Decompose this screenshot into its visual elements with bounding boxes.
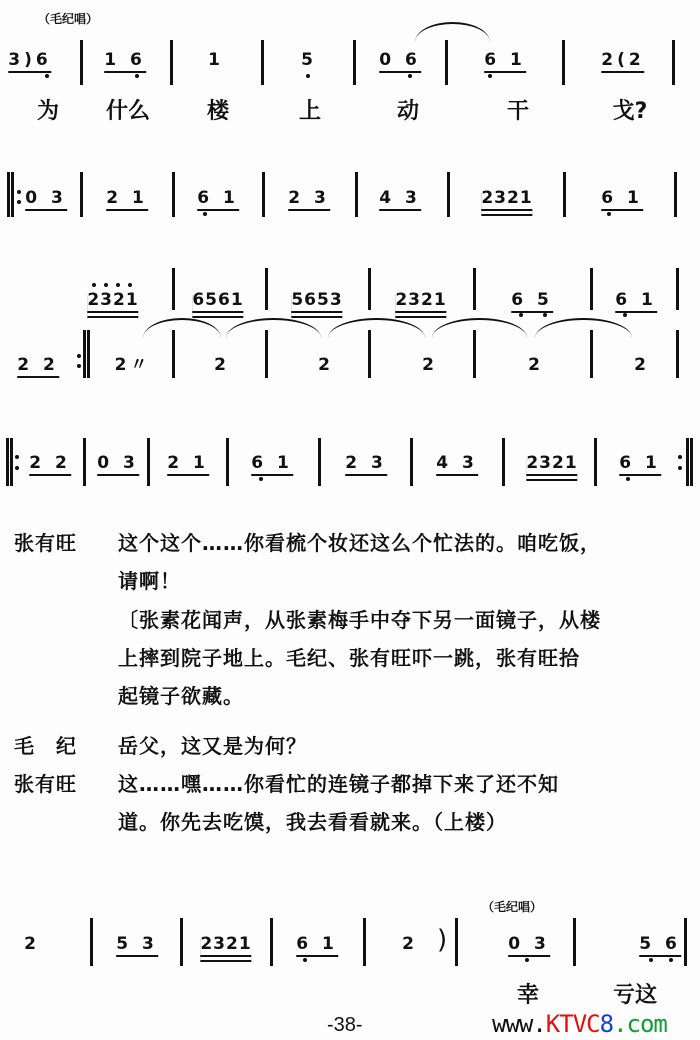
bar-line	[672, 40, 675, 85]
low-octave-dot	[607, 212, 611, 216]
bar-line	[684, 918, 687, 966]
note: 2	[318, 355, 334, 375]
note-group: 2 3	[288, 188, 330, 211]
bar-line	[265, 330, 268, 378]
low-octave-dot	[259, 477, 263, 481]
bar-line	[353, 40, 356, 85]
tie	[432, 318, 527, 338]
repeat-start-bar	[6, 438, 13, 486]
bar-line	[590, 330, 593, 378]
repeat-start-bar	[7, 172, 14, 217]
watermark-www: www.	[492, 1010, 546, 1038]
note-group: 6 1	[251, 453, 293, 476]
tie	[328, 318, 425, 338]
dialogue-line: 岳父，这又是为何？	[118, 734, 307, 758]
note-group: 6 1	[484, 50, 526, 73]
note-group: 6 1	[615, 290, 657, 313]
speaker: 毛 纪	[14, 734, 77, 758]
note-group: 6 1	[601, 188, 643, 211]
bar-line	[473, 268, 476, 310]
low-octave-dot	[488, 74, 492, 78]
bar-line	[473, 330, 476, 378]
singer-label: （毛纪唱）	[38, 12, 99, 26]
lyric: 亏这	[612, 983, 658, 1008]
note-group: 5	[301, 50, 317, 70]
bar-line	[147, 438, 150, 486]
note-group: 2(2	[601, 50, 644, 73]
low-octave-dot	[408, 74, 412, 78]
note-group: 2321	[395, 290, 446, 313]
low-octave-dot	[623, 313, 627, 317]
note-group: 2321	[526, 453, 577, 476]
note-group: 4 3	[379, 188, 421, 211]
bar-line	[368, 268, 371, 310]
note-group: 1 6	[104, 50, 146, 73]
bar-line	[318, 438, 321, 486]
dot	[116, 283, 120, 287]
note-group: 6561	[192, 290, 243, 313]
note-group: 2 1	[167, 453, 209, 476]
bar-line	[170, 40, 173, 85]
note-group: 0 3	[25, 188, 67, 211]
note: 2	[24, 934, 40, 954]
note: 2	[634, 355, 650, 375]
bar-line	[676, 268, 679, 310]
bar-line	[80, 172, 83, 217]
tie	[226, 318, 321, 338]
lyric: 楼	[206, 99, 230, 124]
watermark	[492, 1010, 667, 1038]
lyric: 戈?	[612, 99, 648, 124]
stage-direction: 上摔到院子地上。毛纪、张有旺吓一跳，张有旺拾	[118, 646, 580, 670]
low-octave-dot	[135, 74, 139, 78]
watermark-brand: KTV	[545, 1010, 587, 1038]
lyric: 动	[396, 99, 420, 124]
lyric: 干	[506, 99, 530, 124]
bar-line	[355, 172, 358, 217]
bar-line	[563, 172, 566, 217]
note-group: 0 3	[508, 934, 550, 957]
low-octave-dot	[626, 477, 630, 481]
stage-direction: 〔张素花闻声，从张素梅手中夺下另一面镜子，从楼	[118, 608, 601, 632]
low-octave-dot	[669, 958, 673, 962]
repeat-dot	[77, 354, 81, 358]
bar-line	[368, 330, 371, 378]
note-group: 4 3	[436, 453, 478, 476]
note-group: 2 3	[345, 453, 387, 476]
speaker: 张有旺	[14, 531, 77, 555]
note-group: 3)6	[8, 50, 51, 73]
repeat-dot	[678, 466, 682, 470]
low-octave-dot	[649, 958, 653, 962]
low-octave-dot	[519, 313, 523, 317]
watermark-brand: C	[586, 1010, 600, 1038]
bar-line	[262, 172, 265, 217]
bar-line	[180, 918, 183, 966]
bar-line	[80, 40, 83, 85]
note-group: 5653	[291, 290, 342, 313]
low-octave-dot	[306, 74, 310, 78]
repeat-dot	[77, 364, 81, 368]
note: 2	[402, 934, 418, 954]
bar-line	[363, 918, 366, 966]
repeat-dot	[17, 190, 21, 194]
note-group: 1	[208, 50, 224, 70]
tie	[143, 318, 221, 338]
watermark-brand: 8	[599, 1010, 614, 1038]
dialogue-line: 这个这个……你看梳个妆还这么个忙法的。咱吃饭，	[118, 531, 601, 555]
note-group: 6 1	[197, 188, 239, 211]
bar-line	[447, 172, 450, 217]
note-group: 6 1	[619, 453, 661, 476]
slur	[415, 22, 490, 42]
dot	[92, 283, 96, 287]
note-group: 2321	[481, 188, 532, 211]
bar-line	[270, 918, 273, 966]
note-group: 2321	[87, 290, 138, 313]
lyric: 上	[298, 99, 322, 124]
note-group: 2321	[200, 934, 251, 957]
lyric: 什么	[105, 99, 151, 124]
singer-label: （毛纪唱）	[482, 900, 543, 914]
low-octave-dot	[543, 313, 547, 317]
repeat-dot	[15, 466, 19, 470]
note-group: 6 1	[296, 934, 338, 957]
bar-line	[226, 438, 229, 486]
dialogue-line: 请啊！	[118, 569, 181, 593]
note-group: 2 2	[17, 355, 59, 378]
note: 2	[422, 355, 438, 375]
repeat-dot	[17, 200, 21, 204]
bar-line	[590, 268, 593, 310]
bar-line	[261, 40, 264, 85]
bar-line	[172, 268, 175, 310]
bar-line	[502, 438, 505, 486]
note: 2	[528, 355, 544, 375]
low-octave-dot	[303, 958, 307, 962]
bar-line	[674, 172, 677, 217]
note-group: 2 1	[106, 188, 148, 211]
repeat-start-bar	[83, 330, 90, 378]
dialogue-line: 道。你先去吃馍，我去看看就来。（上楼）	[118, 810, 507, 834]
note-group: 5 6	[639, 934, 681, 957]
bar-line	[410, 438, 413, 486]
bar-line	[455, 918, 458, 966]
note-tremolo: 2〃	[114, 355, 152, 375]
page-number: -38-	[327, 1014, 363, 1036]
repeat-dot	[678, 455, 682, 459]
low-octave-dot	[45, 74, 49, 78]
bar-line	[594, 438, 597, 486]
watermark-tld: .com	[613, 1010, 667, 1038]
bar-line	[83, 438, 86, 486]
repeat-dot	[15, 455, 19, 459]
note-group: 0 6	[379, 50, 421, 73]
dot	[104, 283, 108, 287]
lyric: 为	[36, 99, 60, 124]
bar-line	[172, 330, 175, 378]
bar-line	[445, 40, 448, 85]
stage-direction: 起镜子欲藏。	[118, 684, 244, 708]
note-group: 0 3	[97, 453, 139, 476]
bar-line	[90, 918, 93, 966]
note-group: 6 5	[511, 290, 553, 313]
note-group: 5 3	[116, 934, 158, 957]
note: 2	[214, 355, 230, 375]
bracket-close: )	[437, 925, 448, 955]
lyric: 幸	[516, 983, 540, 1008]
dot	[128, 283, 132, 287]
bar-line	[265, 268, 268, 310]
tie	[535, 318, 632, 338]
bar-line	[573, 918, 576, 966]
speaker: 张有旺	[14, 772, 77, 796]
dialogue-line: 这……嘿……你看忙的连镜子都掉下来了还不知	[118, 772, 559, 796]
low-octave-dot	[525, 958, 529, 962]
bar-line	[172, 172, 175, 217]
bar-line	[676, 330, 679, 378]
note-group: 2 2	[29, 453, 71, 476]
low-octave-dot	[203, 212, 207, 216]
repeat-end-bar	[686, 438, 693, 486]
bar-line	[562, 40, 565, 85]
